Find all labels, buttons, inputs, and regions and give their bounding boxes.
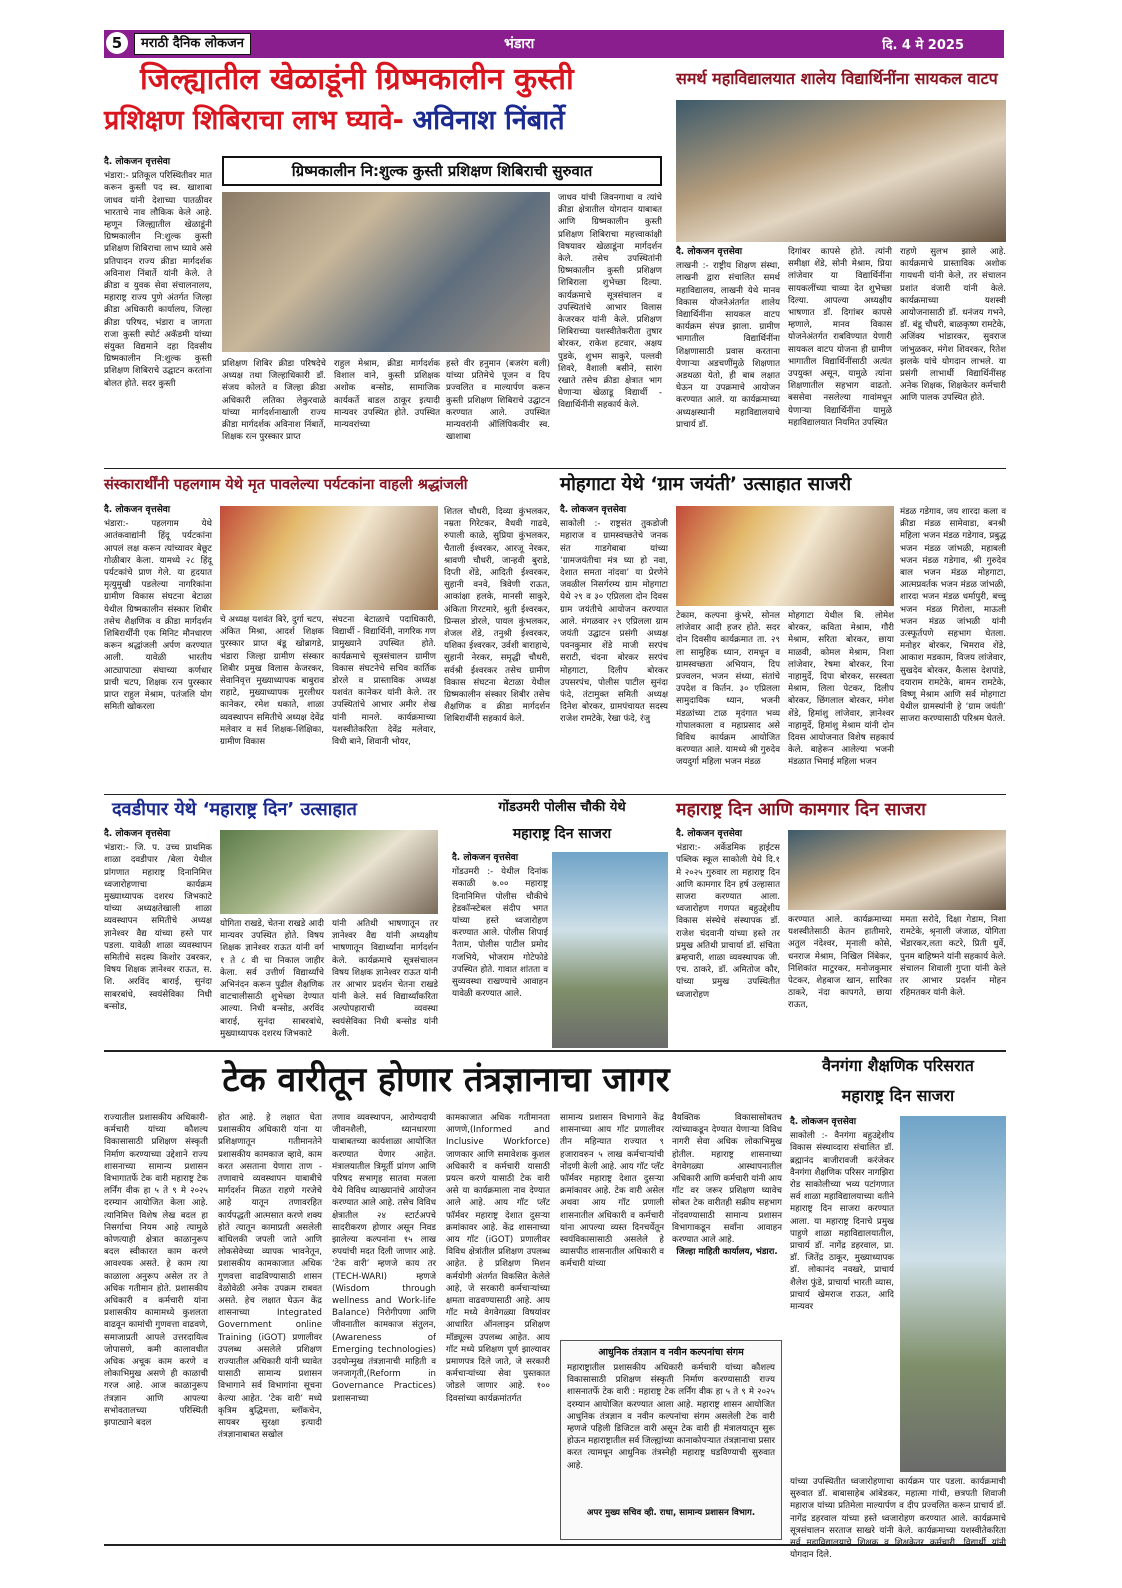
story8-inset-title: आधुनिक तंत्रज्ञान व नवीन कल्पनांचा संगम [598,1347,744,1358]
story9-photo [900,1116,1006,1472]
story1-box-title: ग्रिष्मकालीन नि:शुल्क कुस्ती प्रशिक्षण शिबिराची सुरुवात [222,156,662,186]
story8-col4: कामकाजात अधिक गतीमानता आणणे,(Informed and Inclusive Workforce) जाणकार आणि समावेशक कुशल अधिकारी व कर्मचारी यासाठी प्रयत्न करणे यासाठी टेक वारी असे या कार्यक्रमाला नाव देण्यात आले आहे. आय गॉट प्लॅट फॉर्मवर महाराष्ट्र देशात दुसऱ्या क्रमांकावर आहे. केंद्र शासनाच्या आय गॉट (iGOT) प्रणालीवर विविध क्षेत्रांतील प्रशिक्षण उपलब्ध आहेत. हे प्रशिक्षण मिशन कर्मयोगी अंतर्गत विकसित केलेले आहे, जे सरकारी कर्मचाऱ्यांच्या क्षमता वाढवण्यासाठी आहे. आय गॉट मध्ये वेगवेगळ्या विषयांवर आधारित ऑनलाइन प्रशिक्षण मॉड्यूल्स उपलब्ध आहेत. आय गॉट मध्ये प्रशिक्षण पूर्ण झाल्यावर प्रमाणपत्र दिले जाते, जे सरकारी कर्मचाऱ्यांच्या सेवा पुस्तकात जोडले जाणार आहे. १०० दिवसांच्या कार्यक्रमांतर्गत [446,1113,550,1404]
story3-col1-text: भंडारा:- पहलगाम येथे आतंकवाद्यांनी हिंदू पर्यटकांना आपलं लक्ष करून त्यांच्यावर बेछूट गोळीबार केला. यामध्ये २८ हिंदू पर्यटकांचे प्राण गेले. या हृदयात मृत्युमुखी पडलेल्या नागरिकांना ग्रामीण विकास संघटना बेटाळा येथील ग्रिष्मकालीन संस्कार शिबीर तसेच शैक्षणिक व क्रीडा मार्गदर्शन शिबिरार्थींनी एक मिनिट मौनधारण करून श्रद्धांजली अर्पण करण्यात आली. यावेळी भारतीय आट्यापाट्या संघाच्या कर्णधार प्राची चटप, शिक्षक रत्न पुरस्कार प्राप्त राहुल मेश्राम, पतंजलि योग समिती खोकरला [104,519,212,713]
story2-col3: राहणे सुलभ झाले आहे. कार्यक्रमाचे प्रास्ताविक अशोक गायधनी यांनी केले, तर संचालन प्रशांत वंजारी यांनी केले. कार्यक्रमाच्या यशस्वी आयोजनासाठी डॉ. धनंजय गभने, डॉ. बंडू चौधरी, बाळकृष्ण रामटेके, अजिंक्य भांडारकर, सुवराज जांभुळकर, मंगेश शिवरकर, रितेश झलके यांचे योगदान लाभले. या प्रसंगी लाभार्थी विद्यार्थिनींसह अनेक शिक्षक, शिक्षकेतर कर्मचारी आणि पालक उपस्थित होते. [900,247,1006,404]
story3-col1 [104,504,212,792]
story1-headline-line2 [104,104,684,138]
story1-photo [222,192,550,352]
story9-headline-line2: महाराष्ट्र दिन साजरा [841,1086,955,1105]
story3-col4: शितल चौधरी, दिव्या कुंभलकर, नम्रता गिरेटकर, वैधवी गाढवे, रुपाली काळे, सुप्रिया कुंभलकर, चैताली ईश्वरकर, आरजू नेरकर, श्रावणी चौधरी, जान्हवी बुराडे, दिप्ती शेंडे, आदिती ईश्वरकर, सुहानी वनवे, त्रिवेणी राऊत, आकांक्षा हलके, मानसी साकुरे, अंकिता गिरटमारे, श्रुती ईश्वरकर, प्रिन्सल डोरले, पायल कुंभलकर, शेजल शेंडे, तनुश्री ईश्वरकर, यशिका ईश्वरकर, उर्वशी बाराहाथे, सुहानी नेरकर, समृद्धी चौधरी, सर्वश्री ईश्वरकर तसेच ग्रामीण विकास संघटना बेटाळा येथील ग्रिष्मकालीन संस्कार शिबीर तसेच शैक्षणिक व क्रीडा मार्गदर्शन शिबिरार्थींनी सहकार्य केले. [444,507,550,725]
story1-col1-text: भंडारा:- प्रतिकूल परिस्थितीवर मात करून कुस्ती पद स्व. खाशाबा जाधव यांनी देशाच्या पातळीवर भारताचे नाव लौकिक केले आहे. म्हणून जिल्ह्यातील खेळाडूंनी ग्रिष्मकालीन नि:शुल्क कुस्ती प्रशिक्षण शिबिराचा लाभ घ्यावे असे प्रतिपादन राज्य क्रीडा मार्गदर्शक अविनाश निंबार्ते यांनी केले. ते क्रीडा व युवक सेवा संचालनालय, महाराष्ट्र राज्य पुणे अंतर्गत जिल्हा क्रीडा अधिकारी कार्यालय, जिल्हा क्रीडा परिषद, भंडारा व जागता राजा कुस्ती स्पोर्ट अकॅडमी यांच्या संयुक्त विद्यमाने दहा दिवसीय ग्रिष्मकालीन नि:शुल्क कुस्ती प्रशिक्षण शिबिराचे उद्घाटन करतांना बोलत होते. सदर कुस्ती [104,171,212,389]
story1-col3: राहुल मेश्राम, क्रीडा मार्गदर्शक विशाल वाने, कुस्ती प्रशिक्षक अशोक बन्सोड, सामाजिक कार्यकर्ते बाडल ठाकूर इत्यादी मान्यवर उपस्थित होते. उपस्थित मान्यवरांच्या [334,359,440,431]
story9-headline-line1: वैनगंगा शैक्षणिक परिसरात [822,1056,974,1075]
story4-col2: टेकाम, कल्पना कुंभरे, सोनल लांजेवार आदी हजर होते. सदर दोन दिवसीय कार्यक्रमात ता. २९ ला सामुहिक ध्यान, रामधून व ग्रामस्वच्छता अभियान, दिप प्रज्वलन, भजन संध्या, संतांचे उपदेश व किर्तन. ३० एप्रिलला सामुदायिक ध्यान, भजनी मंडळांच्या टाळ मृदंगात भव्य गोपालकाला व महाप्रसाद असे विविध कार्यक्रम आयोजित करण्यात आले. यामध्ये श्री गुरुदेव जयदुर्गा महिला भजन मंडळ [676,611,780,768]
masthead: मराठी दैनिक लोकजन [134,33,251,55]
story6-headline-line1: गोंडउमरी पोलीस चौकी येथे [498,800,626,815]
edition-date: दि. 4 मे 2025 [882,38,964,53]
story8-inset-body: महाराष्ट्रातील प्रशासकीय अधिकारी कर्मचारी यांच्या कौशल्य विकासासाठी प्रशिक्षण संस्कृती निर्माण करण्यासाठी राज्य शासनातर्फे टेक वारी : महाराष्ट्र टेक लर्निंग वीक हा ५ ते ९ मे २०२५ दरम्यान आयोजित करण्यात आला आहे. महाराष्ट्र शासन आयोजित आधुनिक तंत्रज्ञान व नवीन कल्पनांचा संगम असलेली टेक वारी म्हणजे पहिली डिजिटल वारी असून टेक वारी ही मंत्रालयातून सुरू होऊन महाराष्ट्रातील सर्व जिल्ह्यांच्या कानाकोपऱ्यात तंत्रज्ञानाचा प्रसार करत त्यामधून आधुनिक तंत्रस्नेही महाराष्ट्र घडविण्याची सुरुवात आहे. [567,1363,775,1471]
page-header [104,30,1004,58]
footer-rule [104,1544,1006,1546]
story8-col3: तणाव व्यवस्थापन, आरोग्यदायी जीवनशैली, ध्यानधारणा याबाबतच्या कार्यशाळा आयोजित करण्यात येणार आहेत. मंत्रालयातील त्रिमूर्ती प्रांगण आणि परिषद सभागृह सातवा मजला येथे विविध व्याख्यानांचे आयोजन करण्यात आले आहे. तसेच विविध क्षेत्रातील २४ स्टार्टअपचे सादरीकरण होणार असून निवड झालेल्या कल्पनांना १५ लाख रुपयांची मदत दिली जाणार आहे. ‘टेक वारी’ म्हणजे काय तर (TECH-WARI) म्हणजे (Wisdom through wellness and Work-life Balance) निरोगीपणा आणि जीवनातील कामकाज संतुलन,(Awareness of Emerging technologies) उदयोन्मुख तंत्रज्ञानाची माहिती व जनजागृती,(Reform in Governance Practices) प्रशासनाच्या [332,1113,436,1404]
story6-col1-text: गोंडउमरी :- येथील दिनांक सकाळी ७.०० महाराष्ट्र दिनानिमित्त पोलीस चौकीचे हेडकॉन्स्टेबल संदीप भगत यांच्या हस्ते ध्वजारोहण करण्यात आले. पोलीस शिपाई नैताम, पोलीस पाटील प्रमोद गजभिये, भोजराम गोटेफोडे उपस्थित होते. गावात शांतता व सुव्यवस्था राखण्याचे आवाहन यावेळी करण्यात आले. [452,867,548,1000]
story5-byline: दै. लोकजन वृत्तसेवा [104,829,171,839]
divider [104,468,1006,469]
divider [104,1050,1006,1052]
story8-headline: टेक वारीतून होणार तंत्रज्ञानाचा जागर [222,1060,670,1100]
story1-headline-line2a: प्रशिक्षण शिबिराचा लाभ घ्यावे- [104,105,404,136]
story3-col2: चे अध्यक्ष यशवंत बिरे, दुर्गा चटप, अंकित मिश्रा, आदर्श शिक्षक पुरस्कार प्राप्त बंडू खोब्रागडे, भंडारा जिल्हा ग्रामीण संस्कार शिबीर प्रमुख विलास केजरकर, सेवानिवृत्त मुख्याध्यापक बाबुराव राहाटे, मुख्याध्यापक मुरलीधर कानेकर, रमेश धकाते, शाळा व्यवस्थापन समितीचे अध्यक्ष देवेंद्र मलेवार व सर्व शिक्षक-शिक्षिका, ग्रामीण विकास [220,615,324,748]
story1-headline-line2b: अविनाश निंबार्ते [412,105,565,136]
story9-col1 [790,1116,894,1472]
story6-byline: दै. लोकजन वृत्तसेवा [452,853,519,863]
story5-photo [220,830,438,914]
story4-photo [676,506,894,606]
story4-col4: मंडळ गडेगाव, जय शारदा कला व क्रीडा मंडळ सामेवाडा, बनश्री महिला भजन मंडळ गडेगाव, प्रबुद्ध भजन मंडळ जांभळी, महाबली भजन मंडळ गडेगाव, श्री गुरुदेव बाल भजन मंडळ मोहगाटा, आत्मप्रवर्तक भजन मंडळ जांभळी, शारदा भजन मंडळ धर्मापुरी, बच्चु भजन मंडळ गिरोला, माऊली भजन मंडळ जांभळी यांनी उत्स्फूर्तपणे सहभाग घेतला. मनोहर बोरकर, भिमराव शेंडे, आकाश मडकाम, विजय लांजेवार, सुखदेव बोरकर, कैलास देशपांडे, दयाराम रामटेके, बामन रामटेके, विष्णू मेश्राम आणि सर्व मोहगाटा येथील ग्रामस्थांनी हे ‘ग्राम जयंती’ साजरा करण्यासाठी परिश्रम घेतले. [900,507,1006,725]
story2-byline: दै. लोकजन वृत्तसेवा [676,247,743,257]
story7-col1 [676,828,780,1048]
story5-col1-text: भंडारा:- जि. प. उच्च प्राथमिक शाळा दवडीपार /बेला येथील प्रांगणात महाराष्ट्र दिनानिमित्त ध्वजारोहणाचा कार्यक्रम मुख्याध्यापक दशरथ जिभकाटे यांच्या अध्यक्षतेखाली शाळा व्यवस्थापन समितीचे अध्यक्ष ज्ञानेश्वर वैद्य यांच्या हस्ते पार पडला. यावेळी शाळा व्यवस्थापन समितीचे सदस्य किशोर उबरकर, विषय शिक्षक ज्ञानेश्वर राऊत, स. शि. अरविंद बाराई, सुनंदा साबरबांधे, स्वयंसेविका निधी बन्सोड, [104,843,212,1012]
story7-col2: करण्यात आले. कार्यक्रमाच्या यशस्वीतेसाठी केतन हातीमारे, अतुल नंदेश्वर, मृनाली कोसे, धनराज मेश्राम, निखिल निंबेकर, निशिकांत माटुरकर, मनोजकुमार पेटकर, शेहबाज खान, सारिका ठाकरे, नंदा कापगते, छाया राऊत, [788,915,892,1011]
story2-photo [676,100,1006,242]
story1-col1 [104,156,212,464]
story2-col1-text: लाखनी :- राष्ट्रीय शिक्षण संस्था, लाखनी द्वारा संचालित समर्थ महाविद्यालय, लाखनी येथे मानव विकास योजनेअंतर्गत शालेय विद्यार्थिनींना सायकल वाटप कार्यक्रम संपन्न झाला. ग्रामीण भागातील विद्यार्थिनींना शिक्षणासाठी प्रवास करताना येणाऱ्या अडचणींमुळे शिक्षणात अडथळा येतो, ही बाब लक्षात घेऊन या उपक्रमाचे आयोजन करण्यात आले. या कार्यक्रमाच्या अध्यक्षस्थानी महाविद्यालयाचे प्राचार्य डॉ. [676,261,780,430]
story3-headline: संस्कारार्थींनी पहलगाम येथे मृत पावलेल्या पर्यटकांना वाहली श्रद्धांजली [104,477,468,493]
story1-col4: हस्ते वीर हनुमान (बजरंग बली) यांच्या प्रतिमेचे पूजन व दिप प्रज्वलित व माल्यार्पण करून कुस्ती प्रशिक्षण शिबिराचे उद्घाटन करण्यात आले. उपस्थित मान्यवरांनी ऑलिंपिकवीर स्व. खाशाबा [446,359,550,443]
story8-col6-sign: जिल्हा माहिती कार्यालय, भंडारा. [676,1247,778,1258]
story5-col2: योगिता राखडे, चेतना राखडे आदी मान्यवर उपस्थित होते. विषय शिक्षक ज्ञानेश्वर राऊत यांनी वर्ग १ ते ८ वी चा निकाल जाहीर केला. सर्व उत्तीर्ण विद्यार्थ्यांचे अभिनंदन करून पुढील शैक्षणिक वाटचालीसाठी शुभेच्छा देण्यात आल्या. निधी बन्सोड, अरविंद बाराई, सुनंदा साबरबांधे, मुख्याध्यापक दशरथ जिभकाटे [220,919,324,1039]
story8-col1: राज्यातील प्रशासकीय अधिकारी-कर्मचारी यांच्या कौशल्य विकासासाठी प्रशिक्षण संस्कृती निर्माण करण्याच्या उद्देशाने राज्य शासनाच्या सामान्य प्रशासन विभागातर्फे टेक वारी महाराष्ट्र टेक लर्निंग वीक हा ५ ते ९ मे २०२५ दरम्यान आयोजित केला आहे. त्यानिमित्त विशेष लेख बदल हा निसर्गाचा नियम आहे त्यामुळे कोणत्याही क्षेत्रात काळानुरूप बदल स्वीकारत काम करणे आवश्यक असते. हे काम त्या काळाला अनुरूप असेल तर ते अधिक गतीमान होते. प्रशासकीय अधिकारी व कर्मचारी यांना प्रशासकीय कामामध्ये कुशलता वाढवून कामांची गुणवत्ता वाढवणे, समाजाप्रती आपले उत्तरदायित्व जोपासणे, कमी कालावधीत अधिक अचूक काम करणे व लोकाभिमुख असणे ही काळाची गरज आहे. आज काळानुरूप तंत्रज्ञान आणि आपल्या सभोवतालच्या परिस्थिती झपाट्याने बदल [104,1113,208,1429]
story4-byline: दै. लोकजन वृत्तसेवा [560,505,627,515]
story1-byline: दै. लोकजन वृत्तसेवा [104,157,171,167]
story2-col1 [676,246,780,464]
story1-col2: प्रशिक्षण शिबिर क्रीडा परिषदेचे अध्यक्ष तथा जिल्हाधिकारी डॉ. संजय कोलते व जिल्हा क्रीडा अधिकारी लतिका लेकुरवाळे यांच्या मार्गदर्शनाखाली राज्य क्रीडा मार्गदर्शक अविनाश निंबार्ते, शिक्षक रत्न पुरस्कार प्राप्त [222,359,326,443]
story1-headline-line1: जिल्ह्यातील खेळाडूंनी ग्रिष्मकालीन कुस्ती [140,62,574,97]
story9-full: यांच्या उपस्थितीत ध्वजारोहणाचा कार्यक्रम पार पडला. कार्यक्रमाची सुरुवात डॉ. बाबासाहेब आंबेडकर, महात्मा गांधी, छत्रपती शिवाजी महाराज यांच्या प्रतिमेला माल्यार्पण व दीप प्रज्वलित करून प्राचार्य डॉ. नागेंद्र डहरवाल यांच्या हस्ते ध्वजारोहण करण्यात आले. कार्यक्रमाचे सूत्रसंचालन सरताज साखरे यांनी केले. कार्यक्रमाच्या यशस्वीतेकरिता योगदान दिले. [790,1477,1006,1561]
story4-col1 [560,504,668,792]
story8-col5: सामान्य प्रशासन विभागाने केंद्र शासनाच्या आय गॉट प्रणालीवर तीन महिन्यात राज्यात ९ हजारावरुन ५ लाख कर्मचाऱ्यांची नोंदणी केली आहे. आय गॉट प्लॅट फॉर्मवर महाराष्ट्र देशात दुसऱ्या क्रमांकावर आहे. टेक वारी असेल अथवा आय गॉट प्रणाली शासनातील अधिकारी व कर्मचारी यांना आपल्या व्यस्त दिनचर्येतून स्वयंविकासासाठी असलेले हे व्यासपीठ शासनातील अधिकारी व कर्मचारी यांच्या [560,1113,664,1270]
story8-col2: होत आहे. हे लक्षात घेता प्रशासकीय अधिकारी यांना या प्रशिक्षणातून गतीमानतेने प्रशासकीय कामकाज व्हावे, काम करत असताना येणारा ताण - तणावाचे व्यवस्थापन याबाबीचे मार्गदर्शन मिळत राहणे गरजेचे आहे यातून तणावरहित कार्यपद्धती आत्मसात करणे शक्य होते त्यातून कामाप्रती असलेली बांधिलकी जपली जाते आणि लोकसेवेच्या व्यापक भावनेतून, प्रशासकीय कामकाजात अधिक गुणवत्ता वाढविण्यासाठी शासन वेळोवेळी अनेक उपक्रम राबवत असते. हेच लक्षात घेऊन केंद्र शासनाच्या Integrated Government online Training (iGOT) प्रणालीवर उपलब्ध असलेले प्रशिक्षण राज्यातील अधिकारी यांनी घ्यावेत यासाठी सामान्य प्रशासन विभागाने सर्व विभागांना सूचना केल्या आहेत. ‘टेक वारी’ मध्ये कृत्रिम बुद्धिमत्ता, ब्लॉकचेन, सायबर सुरक्षा इत्यादी तंत्रज्ञानाबाबत सखोल [218,1113,322,1441]
story8-inset-sign: अपर मुख्य सचिव व्ही. राधा, सामान्य प्रशासन विभाग. [586,1508,756,1518]
story2-headline: समर्थ महाविद्यालयात शालेय विद्यार्थिनींना सायकल वाटप [676,69,998,88]
story9-col1-text: साकोली :- वैनगंगा बहुउद्देशीय विकास संस्थाव्दारा संचालित डॉ. ब्रह्मानंद बाजीरावजी करंजेकर वैनगंगा शैक्षणिक परिसर नागझिरा रोड साकोलीच्या भव्य पटांगणात सर्व शाळा महाविद्यालयाच्या वतीने महाराष्ट्र दिन साजरा करण्यात आला. या महाराष्ट्र दिनाचे प्रमुख पाहुणे शाळा महाविद्यालयातील, प्राचार्य डॉ. नागेंद्र डहरवाल, प्रा. डॉ. जितेंद्र ठाकूर, मुख्याध्यापक डॉ. लोकानंद नवखरे, प्राचार्य शैलेश फुंडे, प्राचार्या भारती व्यास, प्राचार्य खेमराज राऊत, आदि मान्यवर [790,1131,894,1313]
edition-city: भंडारा [504,36,535,52]
story8-col6-text: वैयक्तिक विकासासोबतच त्यांच्याकडून देण्यात येणाऱ्या विविध नागरी सेवा अधिक लोकाभिमुख होतील. महाराष्ट्र शासनाच्या वेगवेगळ्या आस्थापनातील अधिकारी आणि कर्मचारी यांनी आय गॉट वर जरूर प्रशिक्षण घ्यावेच सोबत टेक वारीतही सक्रीय सहभाग नोंदवण्यासाठी सामान्य प्रशासन विभागाकडून सर्वांना आवाहन करण्यात आले आहे. [672,1113,782,1246]
story4-headline: मोहगाटा येथे ‘ग्राम जयंती’ उत्साहात साजरी [560,474,852,495]
story8-inset [560,1340,782,1540]
story7-photo [788,830,1006,910]
story5-col1 [104,828,212,1048]
story4-col1-text: साकोली :- राष्ट्रसंत तुकडोजी महाराज व ग्रामस्वच्छतेचे जनक संत गाडगेबाबा यांच्या ‘ग्रामजयंतीचा मंत्र घ्या हो नवा, देशात समता नांदवा’ या प्रेरणेने जवळील निसर्गरम्य ग्राम मोहगाटा येथे २९ व ३० एप्रिलला दोन दिवस ग्राम जयंतीचे आयोजन करण्यात आले. मंगळवार २९ एप्रिलला ग्राम जयंती उद्घाटन प्रसंगी अध्यक्ष पवनकुमार शेंडे माजी सरपंच सराटी, चंदना बोरकर सरपंच मोहगाटा, दिलीप बोरकर उपसरपंच, पोलीस पाटील सुनंदा फंदे, तंटामुक्त समिती अध्यक्ष दिनेश बोरकर, ग्रामपंचायत सदस्य राजेश रामटेके, रेखा फंदे, रंजु [560,519,668,725]
story7-byline: दै. लोकजन वृत्तसेवा [676,829,743,839]
story5-headline: दवडीपार येथे ‘महाराष्ट्र दिन’ उत्साहात [112,799,357,820]
story1-col5: जाधव यांची जिवनगाथा व त्यांचे क्रीडा क्षेत्रातील योगदान याबाबत आणि ग्रिष्मकालीन कुस्ती प्रशिक्षण शिबिराचा महत्त्वाकांक्षी विषयावर खेळाडूंना मार्गदर्शन केले. तसेच उपस्थितांनी ग्रिष्मकालीन कुस्ती प्रशिक्षण शिबिराला शुभेच्छा दिल्या. कार्यक्रमाचे सूत्रसंचालन व उपस्थितांचे आभार विलास केजरकर यांनी केले. प्रशिक्षण शिबिराच्या यशस्वीतेकरीता तुषार बोरकर, राकेश हटवार, अक्षय पुडके, शुभम साकुरे, पल्लवी शिवरे, वैशाली बसीने, सारंग रखाते तसेच क्रीडा क्षेत्रात भाग घेणाऱ्या खेळाडू विद्यार्थी - विद्यार्थिनींनी सहकार्य केले. [558,193,662,411]
story4-col3: मोहगाटा येथील बि. लोमेश बोरकर, कविता मेश्राम, गौरी मेश्राम, सरिता बोरकर, छाया माळवी, कोमल मेश्राम, निशा लांजेवार, रेषमा बोरकर, रिना नाहामुर्दे, दिपा बोरकर, सरस्वता मेश्राम, लिला पेटकर, दिलीप बोरकर, छिंगलाल बोरकर, मंगेश शेंडे, हिमांशु लांजेवार, ज्ञानेश्वर नाहामुर्दे, हिमांशु मेश्राम यांनी दोन दिवस आयोजनात विशेष सहकार्य केले. बाहेरून आलेल्या भजनी मंडळात भिमाई महिला भजन [788,611,894,768]
story3-photo [220,506,438,610]
divider [104,794,1006,795]
story7-col3: ममता सरोदे, दिक्षा गेडाम, निशा रामटेके, श्रृनाली जंजाळ, योगिता भेंडारकर,लता कटरे, प्रिती धुर्वे, पुनम बाहिष्मने यांनी सहकार्य केले. संचालन शिवाली गुप्ता यांनी केले तर आभार प्रदर्शन मोहन रहिमतकर यांनी केले. [900,915,1006,999]
story6-col1 [452,852,548,1048]
story7-headline: महाराष्ट्र दिन आणि कामगार दिन साजरा [676,800,926,820]
story9-byline: दै. लोकजन वृत्तसेवा [790,1117,857,1127]
story7-col1-text: भंडारा:- अर्केडमिक हाईटस पब्लिक स्कूल साकोली येथे दि.१ मे २०२५ गुरुवार ला महाराष्ट्र दिन आणि कामगार दिन हर्ष उल्हासात साजरा करण्यात आला. ध्वजारोहण गणपत बहुउद्देशीय विकास संस्थेचे संस्थापक डॉ. राजेश चंदवानी यांच्या हस्ते तर प्रमुख अतिथी प्राचार्या डॉ. संचिता ब्रम्हचारी, शाळा व्यवस्थापक जी. एच. ठाकरे, डॉ. अमितोज कौर, यांच्या प्रमुख उपस्थितीत ध्वजारोहण [676,843,780,1000]
story6-headline-line2: महाराष्ट्र दिन साजरा [512,826,612,842]
story3-col3: संघटना बेटाळाचे पदाधिकारी, विद्यार्थी - विद्यार्थिनी, नागरिक गण प्रामुख्याने उपस्थित होते. कार्यक्रमाचे सूत्रसंचालन ग्रामीण विकास संघटनेचे सचिव कार्तिक डोरले व प्रास्ताविक अध्यक्ष यशवंत कानेकर यांनी केले. तर उपस्थितांचे आभार अमीर शेख यांनी मानले. कार्यक्रमाच्या यशस्वीतेकरिता देवेंद्र मलेवार, विधी बाने, शिवानी भोयर, [332,615,436,748]
story6-photo [552,852,668,1048]
story3-byline: दै. लोकजन वृत्तसेवा [104,505,171,515]
story5-col3: यांनी अतिथी भाषणातून तर ज्ञानेश्वर वैद्य यांनी अध्यक्षीय भाषणातून विद्यार्थ्यांना मार्गदर्शन केले. कार्यक्रमाचे सूत्रसंचालन विषय शिक्षक ज्ञानेश्वर राऊत यांनी तर आभार प्रदर्शन चेतना राखडे यांनी केले. सर्व विद्यार्थ्यांकरिता अल्पोपहाराची व्यवस्था स्वयंसेविका निधी बन्सोड यांनी केली. [332,919,438,1039]
page-number: 5 [106,32,128,54]
story2-col2: दिगांबर कापसे होते. त्यांनी समीक्षा शेंडे, सोनी मेश्राम, प्रिया लांजेवार या विद्यार्थिनींना सायकलींच्या चाव्या देत शुभेच्छा दिल्या. आपल्या अध्यक्षीय भाषणात डॉ. दिगांबर कापसे म्हणाले, मानव विकास योजनेअंतर्गत राबविण्यात येणारी सायकल वाटप योजना ही ग्रामीण भागातील विद्यार्थिनींसाठी अत्यंत उपयुक्त असून, यामुळे त्यांना शिक्षणातील सहभाग वाढतो. बससेवा नसलेल्या गावांमधून येणाऱ्या विद्यार्थिनींना यामुळे महाविद्यालयात नियमित उपस्थित [788,247,892,428]
story8-col6 [672,1112,782,1336]
